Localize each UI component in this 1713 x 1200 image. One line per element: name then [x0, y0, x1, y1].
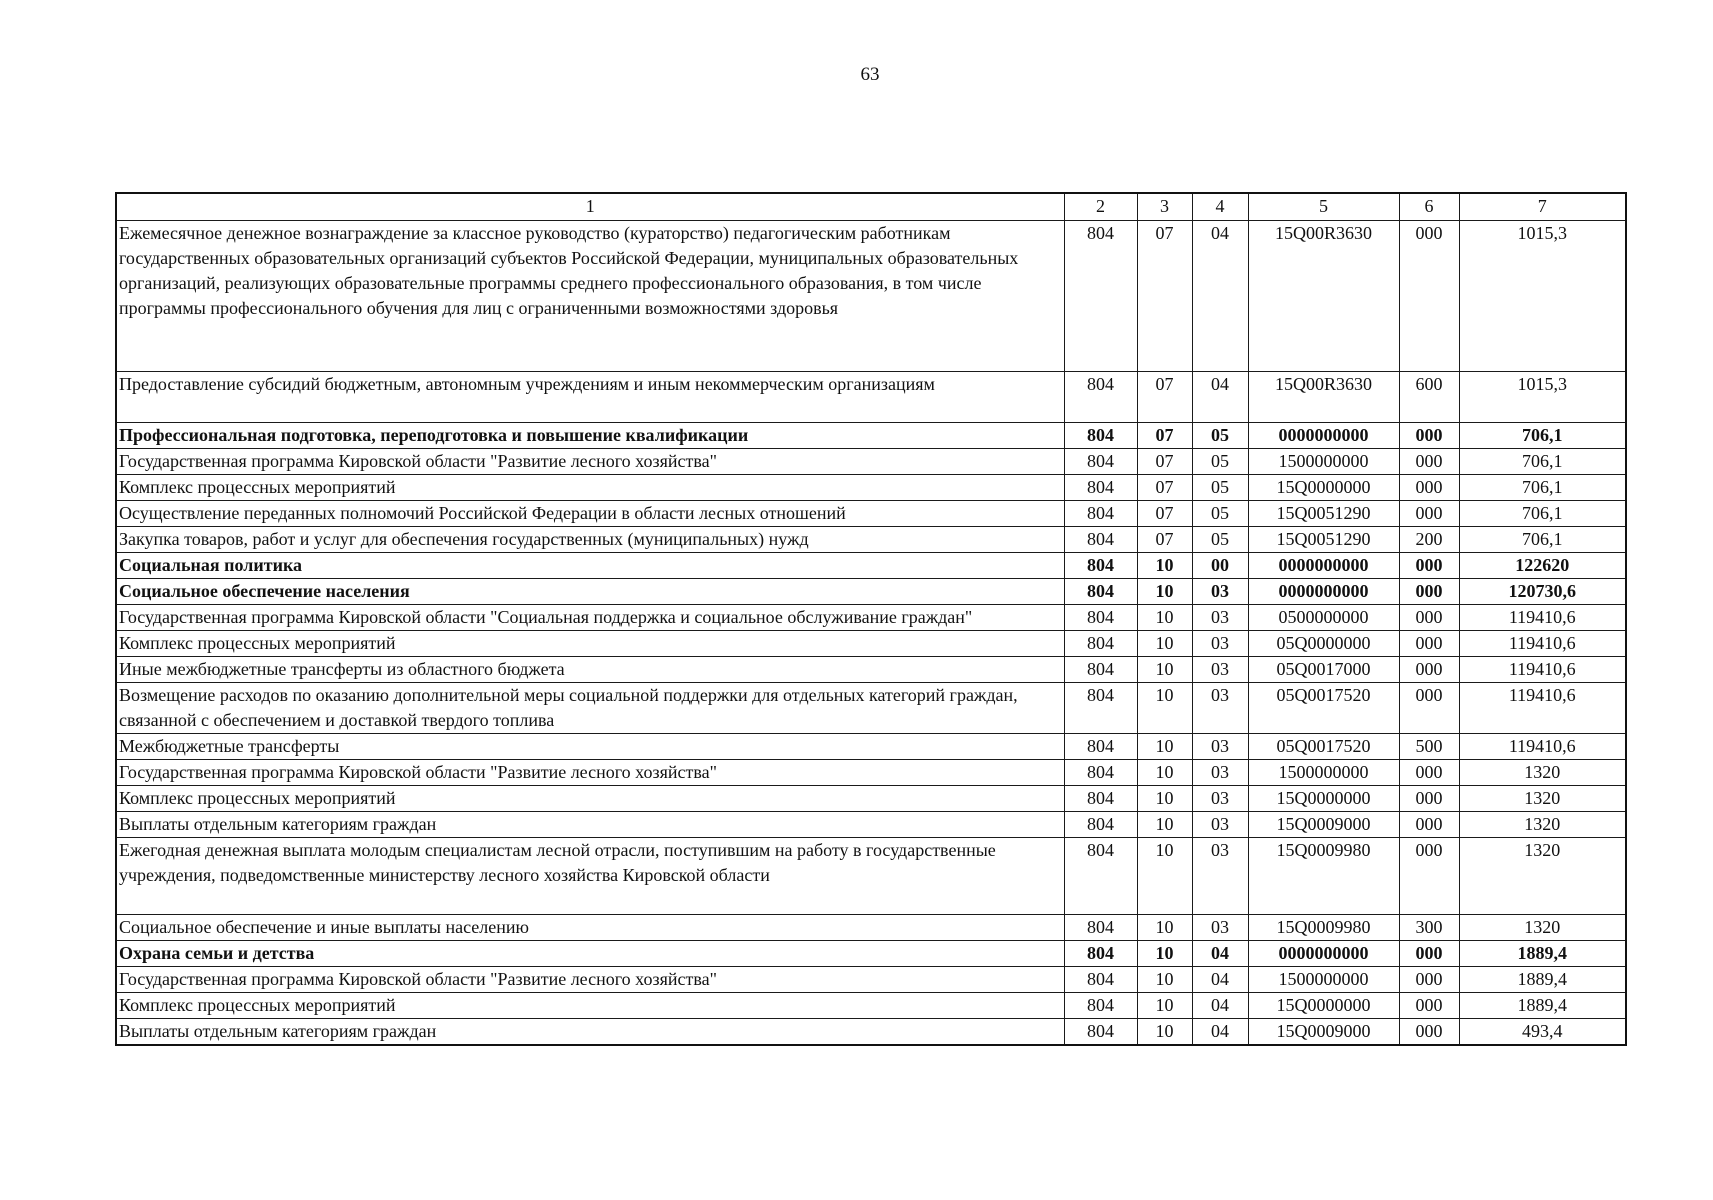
- row-target-article: 15Q0009000: [1248, 812, 1399, 838]
- row-ministry-code: 804: [1064, 657, 1137, 683]
- row-subsection-code: 04: [1192, 941, 1248, 967]
- table-row: [116, 993, 1626, 1019]
- row-expense-type: 000: [1399, 967, 1459, 993]
- header-cell: 1: [116, 193, 1064, 221]
- row-expense-type: 000: [1399, 579, 1459, 605]
- row-subsection-code: 03: [1192, 605, 1248, 631]
- row-ministry-code: 804: [1064, 527, 1137, 553]
- row-name: Выплаты отдельным категориям граждан: [116, 1019, 1064, 1046]
- table-row: [116, 221, 1626, 372]
- table-row: [116, 812, 1626, 838]
- row-target-article: 15Q0009980: [1248, 838, 1399, 915]
- row-target-article: 0000000000: [1248, 423, 1399, 449]
- header-cell: 4: [1192, 193, 1248, 221]
- row-name: Ежемесячное денежное вознаграждение за классное руководство (кураторство) педагогическим работникам государственных образовательных организаций субъектов Российской Федерации, муниципальных образовательных организаций, реализующих образовательные программы среднего профессионального образования, в том числе программы профессионального обучения для лиц с ограниченными возможностями здоровья: [116, 221, 1064, 372]
- header-row: [116, 193, 1626, 221]
- row-target-article: 05Q0017520: [1248, 734, 1399, 760]
- row-target-article: 15Q0009980: [1248, 915, 1399, 941]
- row-expense-type: 600: [1399, 372, 1459, 423]
- row-expense-type: 000: [1399, 449, 1459, 475]
- table-row: [116, 941, 1626, 967]
- row-amount: 120730,6: [1459, 579, 1626, 605]
- row-name: Возмещение расходов по оказанию дополнительной меры социальной поддержки для отдельных категорий граждан, связанной с обеспечением и доставкой твердого топлива: [116, 683, 1064, 734]
- row-ministry-code: 804: [1064, 605, 1137, 631]
- row-amount: 706,1: [1459, 449, 1626, 475]
- row-target-article: 15Q0000000: [1248, 993, 1399, 1019]
- row-subsection-code: 03: [1192, 812, 1248, 838]
- row-amount: 706,1: [1459, 423, 1626, 449]
- row-expense-type: 000: [1399, 631, 1459, 657]
- row-subsection-code: 05: [1192, 475, 1248, 501]
- row-section-code: 10: [1137, 631, 1192, 657]
- row-target-article: 0000000000: [1248, 553, 1399, 579]
- row-ministry-code: 804: [1064, 449, 1137, 475]
- row-expense-type: 000: [1399, 605, 1459, 631]
- table-row: [116, 1019, 1626, 1046]
- row-ministry-code: 804: [1064, 1019, 1137, 1046]
- row-subsection-code: 03: [1192, 683, 1248, 734]
- row-expense-type: 300: [1399, 915, 1459, 941]
- table-row: [116, 475, 1626, 501]
- header-cell: 7: [1459, 193, 1626, 221]
- row-ministry-code: 804: [1064, 423, 1137, 449]
- row-expense-type: 000: [1399, 501, 1459, 527]
- row-ministry-code: 804: [1064, 372, 1137, 423]
- row-name: Социальное обеспечение населения: [116, 579, 1064, 605]
- row-target-article: 05Q0017520: [1248, 683, 1399, 734]
- row-expense-type: 000: [1399, 553, 1459, 579]
- row-expense-type: 000: [1399, 760, 1459, 786]
- row-expense-type: 000: [1399, 838, 1459, 915]
- row-ministry-code: 804: [1064, 221, 1137, 372]
- header-cell: 5: [1248, 193, 1399, 221]
- table-row: [116, 683, 1626, 734]
- row-name: Государственная программа Кировской области "Развитие лесного хозяйства": [116, 760, 1064, 786]
- row-subsection-code: 04: [1192, 967, 1248, 993]
- page-number: 63: [860, 64, 880, 85]
- row-expense-type: 000: [1399, 657, 1459, 683]
- row-ministry-code: 804: [1064, 838, 1137, 915]
- row-ministry-code: 804: [1064, 760, 1137, 786]
- row-name: Выплаты отдельным категориям граждан: [116, 812, 1064, 838]
- table-row: [116, 579, 1626, 605]
- row-expense-type: 000: [1399, 1019, 1459, 1046]
- row-subsection-code: 03: [1192, 631, 1248, 657]
- row-amount: 706,1: [1459, 501, 1626, 527]
- row-section-code: 10: [1137, 553, 1192, 579]
- row-section-code: 10: [1137, 812, 1192, 838]
- table-row: [116, 501, 1626, 527]
- row-name: Ежегодная денежная выплата молодым специалистам лесной отрасли, поступившим на работу в государственные учреждения, подведомственные министерству лесного хозяйства Кировской области: [116, 838, 1064, 915]
- row-amount: 119410,6: [1459, 683, 1626, 734]
- header-cell: 3: [1137, 193, 1192, 221]
- row-subsection-code: 05: [1192, 501, 1248, 527]
- table-row: [116, 527, 1626, 553]
- row-name: Межбюджетные трансферты: [116, 734, 1064, 760]
- row-section-code: 07: [1137, 501, 1192, 527]
- row-section-code: 07: [1137, 449, 1192, 475]
- row-name: Осуществление переданных полномочий Российской Федерации в области лесных отношений: [116, 501, 1064, 527]
- table-row: [116, 786, 1626, 812]
- row-amount: 1889,4: [1459, 941, 1626, 967]
- table-row: [116, 760, 1626, 786]
- row-section-code: 10: [1137, 734, 1192, 760]
- table-row: [116, 631, 1626, 657]
- table-row: [116, 449, 1626, 475]
- row-amount: 1320: [1459, 915, 1626, 941]
- header-cell: 2: [1064, 193, 1137, 221]
- row-subsection-code: 03: [1192, 657, 1248, 683]
- row-ministry-code: 804: [1064, 967, 1137, 993]
- row-name: Закупка товаров, работ и услуг для обеспечения государственных (муниципальных) нужд: [116, 527, 1064, 553]
- row-target-article: 1500000000: [1248, 449, 1399, 475]
- row-ministry-code: 804: [1064, 812, 1137, 838]
- row-ministry-code: 804: [1064, 786, 1137, 812]
- row-section-code: 07: [1137, 475, 1192, 501]
- row-target-article: 0000000000: [1248, 941, 1399, 967]
- row-section-code: 07: [1137, 221, 1192, 372]
- row-amount: 119410,6: [1459, 734, 1626, 760]
- table-row: [116, 967, 1626, 993]
- row-target-article: 1500000000: [1248, 967, 1399, 993]
- row-section-code: 10: [1137, 915, 1192, 941]
- row-name: Профессиональная подготовка, переподготовка и повышение квалификации: [116, 423, 1064, 449]
- row-amount: 122620: [1459, 553, 1626, 579]
- row-ministry-code: 804: [1064, 475, 1137, 501]
- row-section-code: 10: [1137, 967, 1192, 993]
- row-subsection-code: 04: [1192, 221, 1248, 372]
- budget-table: [115, 192, 1627, 1046]
- row-section-code: 07: [1137, 372, 1192, 423]
- row-expense-type: 000: [1399, 221, 1459, 372]
- row-name: Комплекс процессных мероприятий: [116, 475, 1064, 501]
- row-name: Социальная политика: [116, 553, 1064, 579]
- row-target-article: 1500000000: [1248, 760, 1399, 786]
- row-target-article: 15Q00R3630: [1248, 372, 1399, 423]
- row-ministry-code: 804: [1064, 683, 1137, 734]
- row-expense-type: 000: [1399, 993, 1459, 1019]
- row-target-article: 15Q0000000: [1248, 786, 1399, 812]
- table-row: [116, 372, 1626, 423]
- row-ministry-code: 804: [1064, 734, 1137, 760]
- row-subsection-code: 04: [1192, 372, 1248, 423]
- row-ministry-code: 804: [1064, 941, 1137, 967]
- row-ministry-code: 804: [1064, 915, 1137, 941]
- row-ministry-code: 804: [1064, 553, 1137, 579]
- row-target-article: 15Q0051290: [1248, 527, 1399, 553]
- row-expense-type: 200: [1399, 527, 1459, 553]
- table-row: [116, 838, 1626, 915]
- row-section-code: 10: [1137, 579, 1192, 605]
- row-target-article: 15Q00R3630: [1248, 221, 1399, 372]
- row-name: Социальное обеспечение и иные выплаты населению: [116, 915, 1064, 941]
- row-name: Предоставление субсидий бюджетным, автономным учреждениям и иным некоммерческим организациям: [116, 372, 1064, 423]
- row-section-code: 10: [1137, 838, 1192, 915]
- row-subsection-code: 03: [1192, 786, 1248, 812]
- row-ministry-code: 804: [1064, 579, 1137, 605]
- row-expense-type: 000: [1399, 423, 1459, 449]
- row-amount: 119410,6: [1459, 657, 1626, 683]
- table-row: [116, 553, 1626, 579]
- row-subsection-code: 03: [1192, 760, 1248, 786]
- row-subsection-code: 03: [1192, 915, 1248, 941]
- row-amount: 1015,3: [1459, 372, 1626, 423]
- row-subsection-code: 05: [1192, 449, 1248, 475]
- row-target-article: 0000000000: [1248, 579, 1399, 605]
- row-section-code: 10: [1137, 657, 1192, 683]
- table-row: [116, 915, 1626, 941]
- row-target-article: 15Q0009000: [1248, 1019, 1399, 1046]
- table-row: [116, 423, 1626, 449]
- row-amount: 1320: [1459, 760, 1626, 786]
- row-expense-type: 000: [1399, 812, 1459, 838]
- row-name: Иные межбюджетные трансферты из областного бюджета: [116, 657, 1064, 683]
- row-ministry-code: 804: [1064, 631, 1137, 657]
- row-target-article: 05Q0000000: [1248, 631, 1399, 657]
- row-target-article: 05Q0017000: [1248, 657, 1399, 683]
- row-amount: 1889,4: [1459, 993, 1626, 1019]
- row-section-code: 10: [1137, 760, 1192, 786]
- row-amount: 1320: [1459, 812, 1626, 838]
- row-expense-type: 000: [1399, 786, 1459, 812]
- row-amount: 493,4: [1459, 1019, 1626, 1046]
- row-section-code: 10: [1137, 993, 1192, 1019]
- row-subsection-code: 03: [1192, 838, 1248, 915]
- row-target-article: 15Q0000000: [1248, 475, 1399, 501]
- row-expense-type: 000: [1399, 941, 1459, 967]
- table-row: [116, 734, 1626, 760]
- row-subsection-code: 05: [1192, 527, 1248, 553]
- row-subsection-code: 00: [1192, 553, 1248, 579]
- table-row: [116, 657, 1626, 683]
- row-amount: 1320: [1459, 838, 1626, 915]
- row-section-code: 10: [1137, 941, 1192, 967]
- row-subsection-code: 04: [1192, 993, 1248, 1019]
- row-expense-type: 500: [1399, 734, 1459, 760]
- row-subsection-code: 04: [1192, 1019, 1248, 1046]
- row-ministry-code: 804: [1064, 501, 1137, 527]
- row-ministry-code: 804: [1064, 993, 1137, 1019]
- row-section-code: 10: [1137, 1019, 1192, 1046]
- row-subsection-code: 03: [1192, 579, 1248, 605]
- row-section-code: 10: [1137, 683, 1192, 734]
- header-cell: 6: [1399, 193, 1459, 221]
- row-amount: 706,1: [1459, 527, 1626, 553]
- row-section-code: 10: [1137, 605, 1192, 631]
- row-expense-type: 000: [1399, 683, 1459, 734]
- row-name: Охрана семьи и детства: [116, 941, 1064, 967]
- row-amount: 119410,6: [1459, 631, 1626, 657]
- row-amount: 1015,3: [1459, 221, 1626, 372]
- row-section-code: 10: [1137, 786, 1192, 812]
- row-target-article: 15Q0051290: [1248, 501, 1399, 527]
- row-amount: 706,1: [1459, 475, 1626, 501]
- row-name: Комплекс процессных мероприятий: [116, 631, 1064, 657]
- row-amount: 1889,4: [1459, 967, 1626, 993]
- row-amount: 1320: [1459, 786, 1626, 812]
- row-name: Комплекс процессных мероприятий: [116, 993, 1064, 1019]
- row-amount: 119410,6: [1459, 605, 1626, 631]
- table-row: [116, 605, 1626, 631]
- row-target-article: 0500000000: [1248, 605, 1399, 631]
- row-subsection-code: 05: [1192, 423, 1248, 449]
- row-subsection-code: 03: [1192, 734, 1248, 760]
- row-name: Комплекс процессных мероприятий: [116, 786, 1064, 812]
- row-name: Государственная программа Кировской области "Социальная поддержка и социальное обслуживание граждан": [116, 605, 1064, 631]
- row-expense-type: 000: [1399, 475, 1459, 501]
- row-name: Государственная программа Кировской области "Развитие лесного хозяйства": [116, 449, 1064, 475]
- row-section-code: 07: [1137, 423, 1192, 449]
- row-name: Государственная программа Кировской области "Развитие лесного хозяйства": [116, 967, 1064, 993]
- row-section-code: 07: [1137, 527, 1192, 553]
